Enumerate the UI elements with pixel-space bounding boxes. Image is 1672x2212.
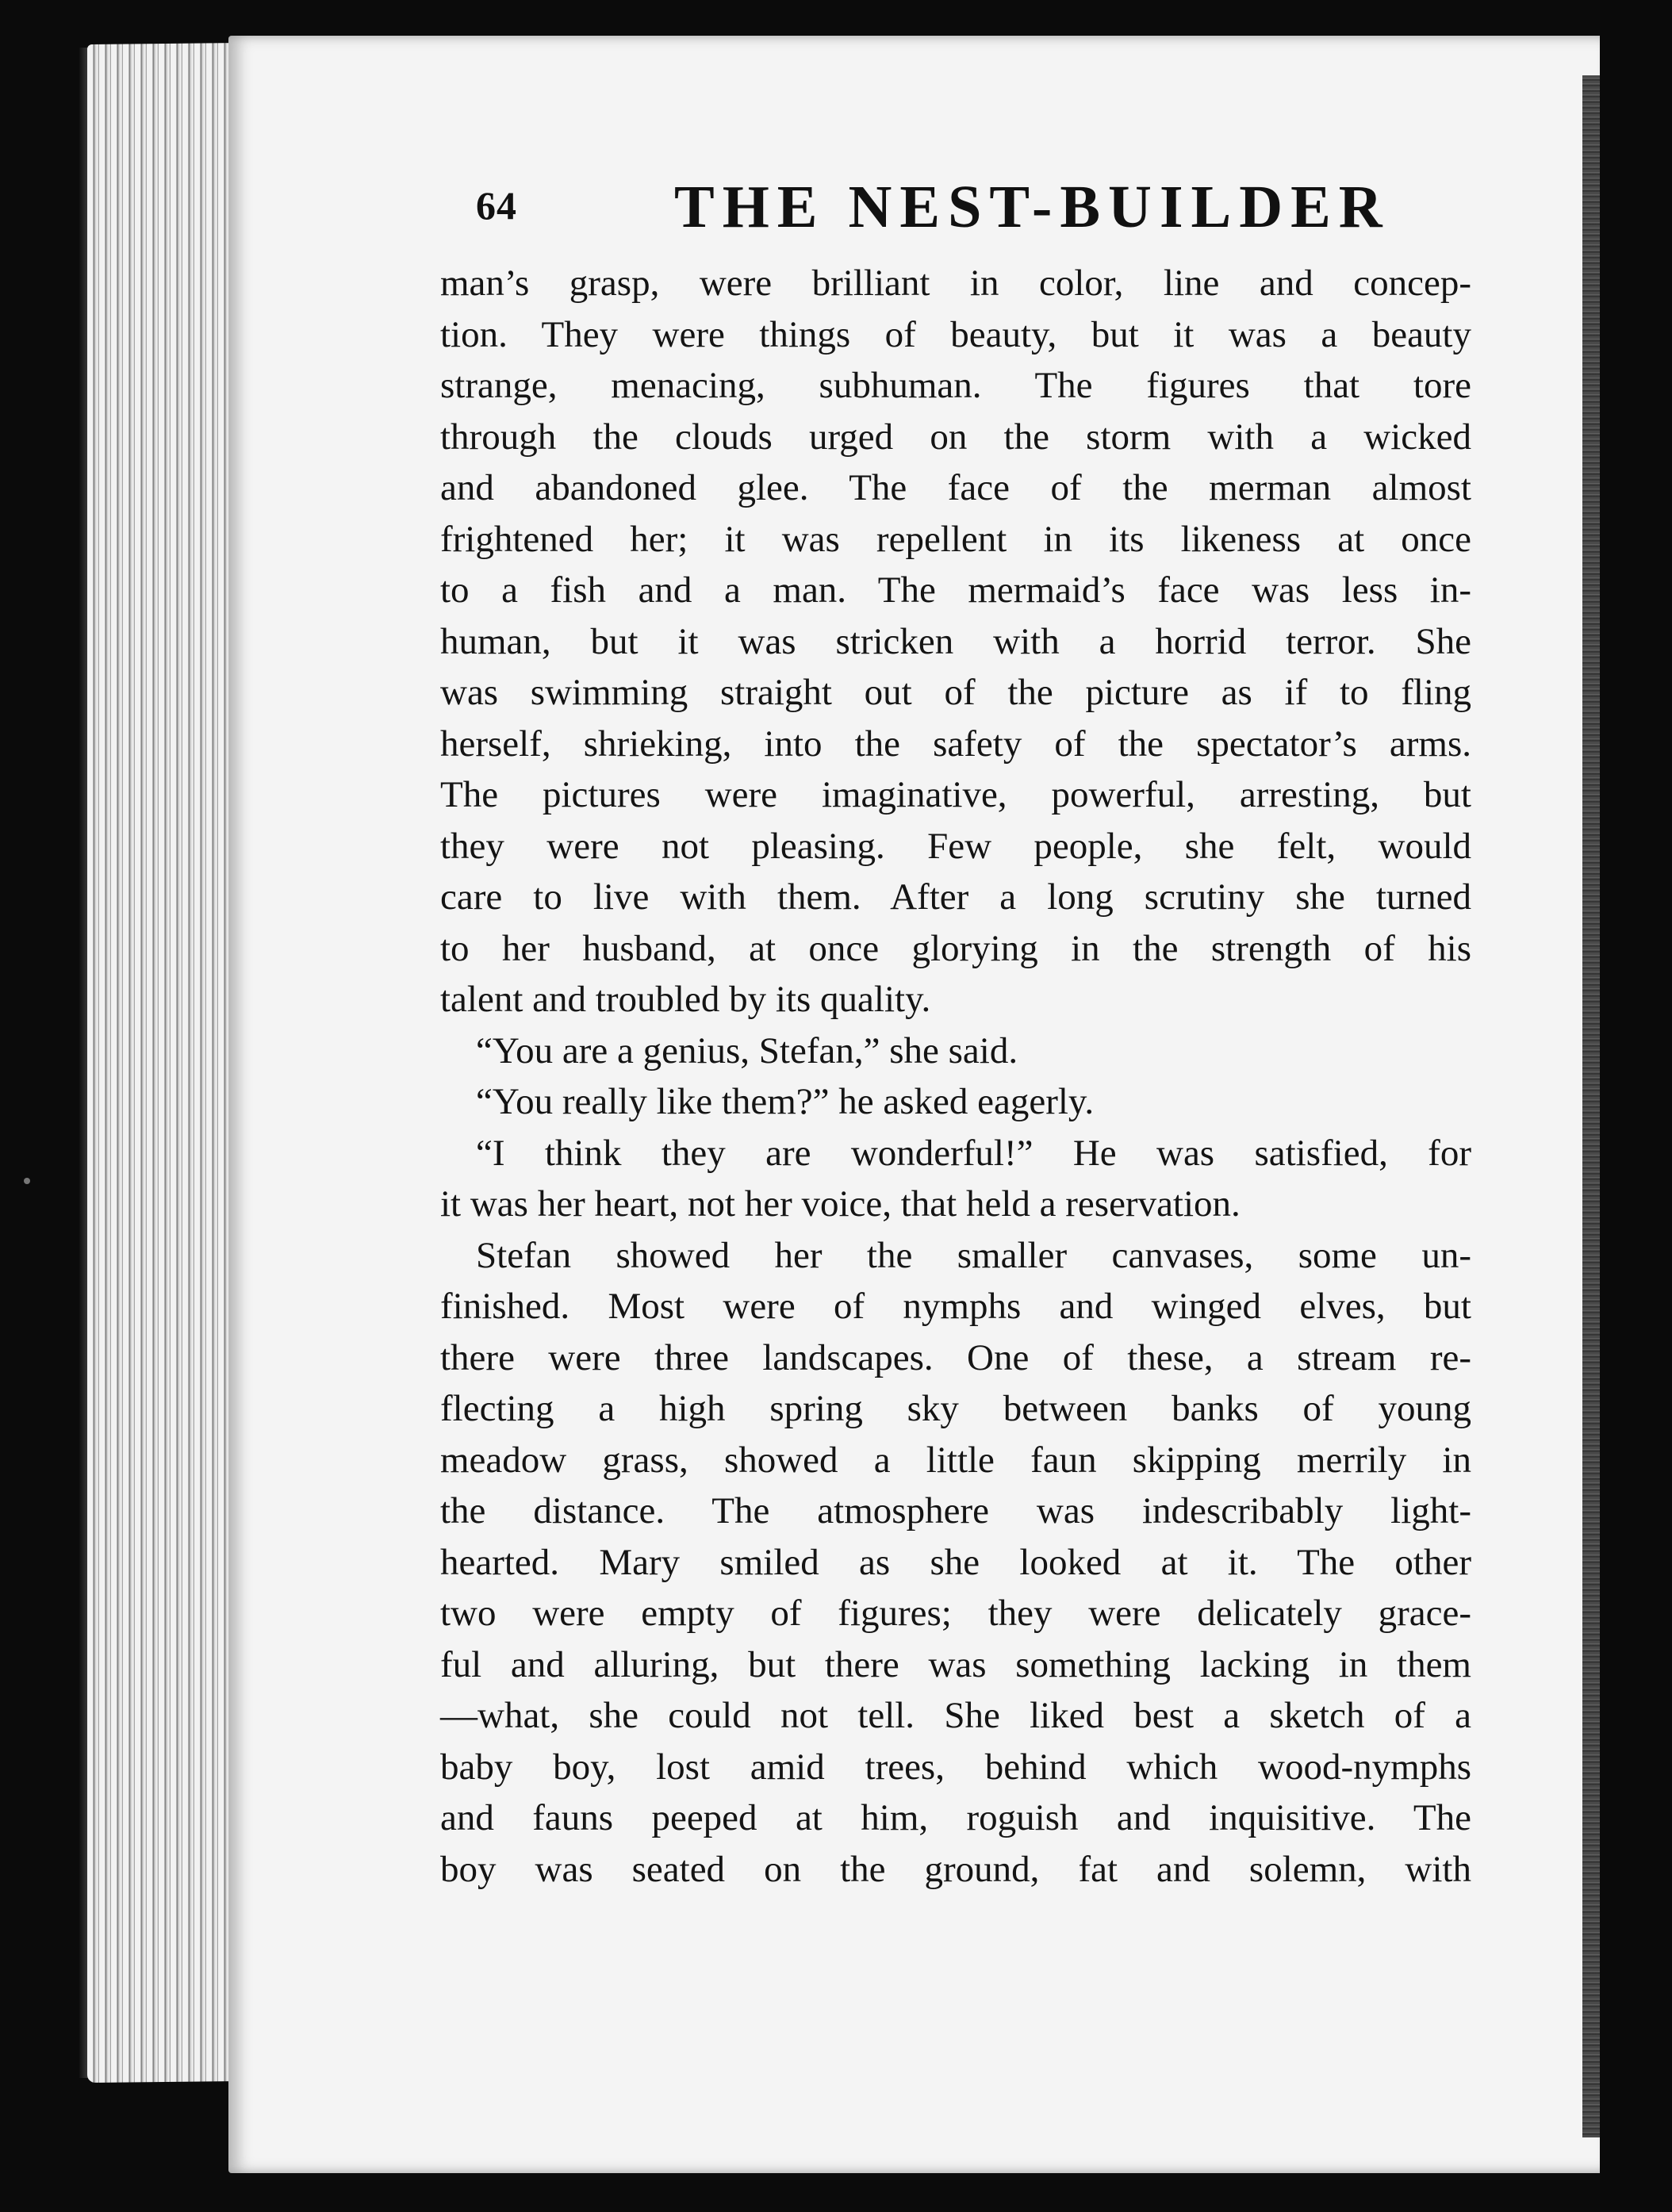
text-line: there were three landscapes. One of these, a stream re- bbox=[440, 1336, 1471, 1378]
text-line: Stefan showed her the smaller canvases, some un- bbox=[476, 1234, 1471, 1276]
text-line: meadow grass, showed a little faun skipping merrily in bbox=[440, 1439, 1471, 1481]
running-title: THE NEST-BUILDER bbox=[674, 174, 1390, 240]
text-line: strange, menacing, subhuman. The figures that tore bbox=[440, 365, 1471, 406]
text-line: “You really like them?” he asked eagerly. bbox=[476, 1081, 1095, 1122]
text-line: frightened her; it was repellent in its likeness at once bbox=[440, 518, 1471, 560]
text-line: to a fish and a man. The mermaid’s face was less in- bbox=[440, 569, 1471, 611]
text-line: boy was seated on the ground, fat and solemn, with bbox=[440, 1848, 1471, 1890]
text-line: two were empty of figures; they were delicately grace- bbox=[440, 1593, 1471, 1634]
text-line: was swimming straight out of the picture as if to fling bbox=[440, 672, 1471, 713]
text-line: the distance. The atmosphere was indescribably light- bbox=[440, 1490, 1471, 1532]
text-line: it was her heart, not her voice, that held a reservation. bbox=[440, 1183, 1241, 1225]
scan-background-right bbox=[1600, 0, 1672, 2212]
text-line: care to live with them. After a long scrutiny she turned bbox=[440, 876, 1471, 918]
scan-speck bbox=[24, 1178, 30, 1184]
page-number: 64 bbox=[476, 183, 517, 228]
text-line: and fauns peeped at him, roguish and inquisitive. The bbox=[440, 1797, 1471, 1838]
text-line: talent and troubled by its quality. bbox=[440, 979, 931, 1020]
page-edges-left bbox=[87, 43, 242, 2083]
text-line: finished. Most were of nymphs and winged elves, but bbox=[440, 1286, 1471, 1327]
text-line: hearted. Mary smiled as she looked at it. The other bbox=[440, 1541, 1471, 1583]
body-text bbox=[440, 258, 1471, 1895]
text-line: to her husband, at once glorying in the strength of his bbox=[440, 927, 1471, 969]
page-header bbox=[476, 159, 1610, 254]
text-line: ful and alluring, but there was something lacking in them bbox=[440, 1643, 1471, 1685]
text-line: flecting a high spring sky between banks of young bbox=[440, 1388, 1471, 1429]
text-line: “You are a genius, Stefan,” she said. bbox=[476, 1029, 1018, 1071]
text-line: human, but it was stricken with a horrid terror. She bbox=[440, 620, 1471, 662]
text-line: and abandoned glee. The face of the merman almost bbox=[440, 467, 1471, 508]
page-edge-right bbox=[1582, 75, 1600, 2137]
text-line: “I think they are wonderful!” He was satisfied, for bbox=[476, 1132, 1471, 1174]
text-line: through the clouds urged on the storm with a wicked bbox=[440, 416, 1471, 458]
text-line: —what, she could not tell. She liked best a sketch of a bbox=[440, 1695, 1471, 1736]
text-line: man’s grasp, were brilliant in color, line and concep- bbox=[440, 263, 1471, 304]
text-line: The pictures were imaginative, powerful, arresting, but bbox=[440, 774, 1471, 815]
text-line: tion. They were things of beauty, but it was a beauty bbox=[440, 313, 1471, 355]
text-line: they were not pleasing. Few people, she felt, would bbox=[440, 825, 1471, 867]
text-line: herself, shrieking, into the safety of the spectator’s arms. bbox=[440, 723, 1471, 765]
text-line: baby boy, lost amid trees, behind which wood-nymphs bbox=[440, 1746, 1471, 1788]
